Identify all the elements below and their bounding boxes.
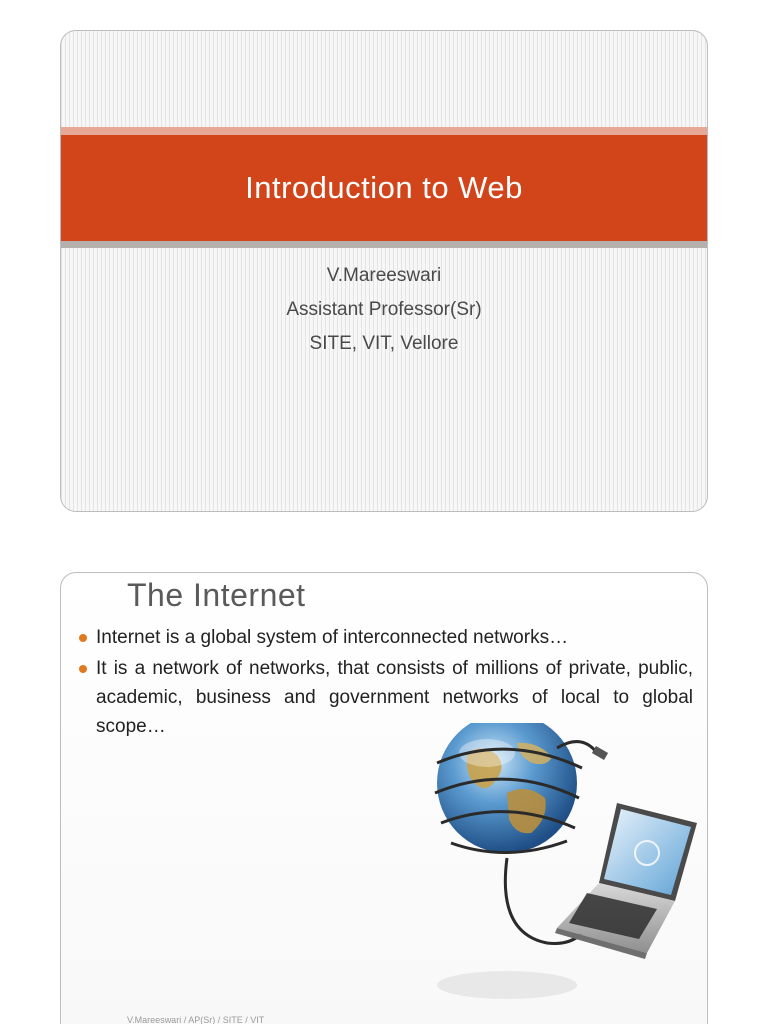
title-band-shadow <box>61 241 707 248</box>
slide-title: Introduction to Web <box>245 170 523 205</box>
globe-laptop-illustration <box>407 723 703 1003</box>
title-band-highlight <box>61 127 707 135</box>
bullet-text: It is a network of networks, that consists of millions of private, public, academic, business and government networks of local to global scope… <box>96 658 693 737</box>
bullet-dot-icon <box>79 634 87 642</box>
slide-footer: V.Mareeswari / AP(Sr) / SITE / VIT <box>127 1015 265 1024</box>
title-slide <box>60 30 708 512</box>
author-designation: Assistant Professor(Sr) <box>286 299 482 320</box>
globe-laptop-icon <box>407 723 703 1003</box>
bullet-dot-icon <box>79 665 87 673</box>
author-affiliation: SITE, VIT, Vellore <box>309 333 459 354</box>
section-title: The Internet <box>127 577 306 613</box>
title-band <box>61 135 707 241</box>
author-name: V.Mareeswari <box>326 265 442 286</box>
bullet-item <box>77 623 693 652</box>
bullet-text: Internet is a global system of interconnected networks… <box>96 627 569 648</box>
author-block <box>61 259 707 361</box>
internet-slide <box>60 572 708 1024</box>
